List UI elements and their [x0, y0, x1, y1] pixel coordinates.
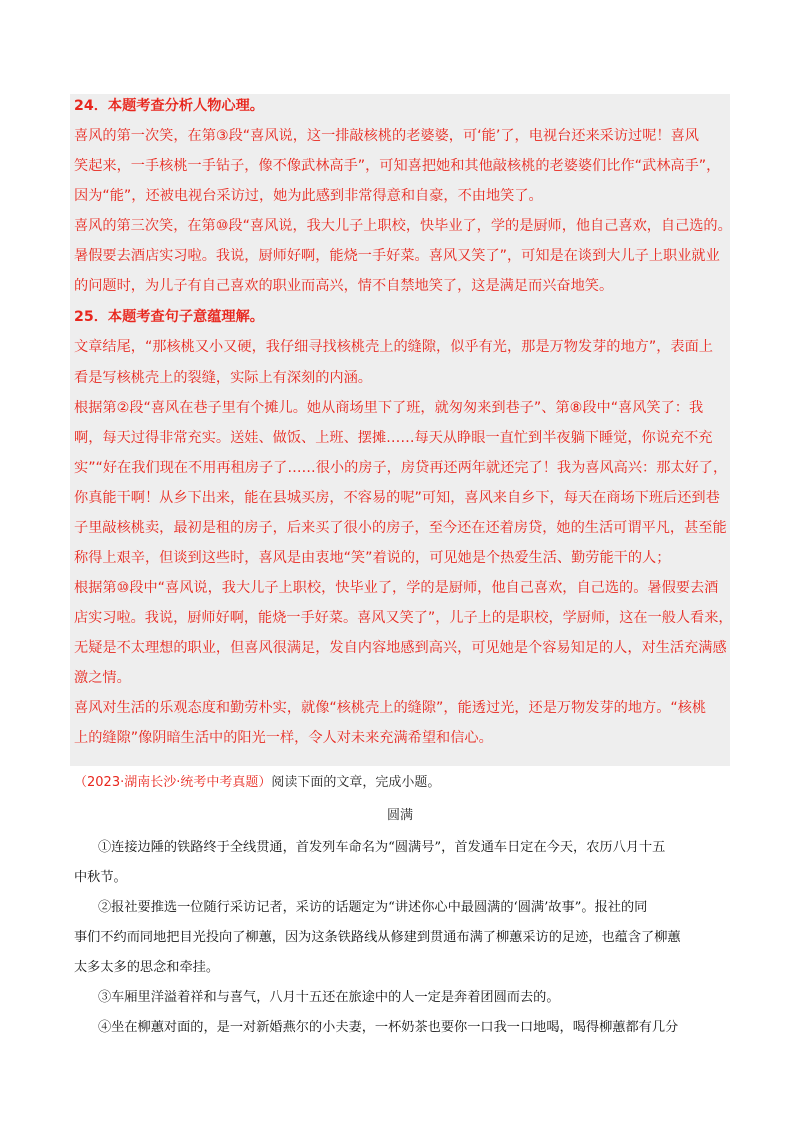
article-paragraph-line: 太多太多的思念和牵挂。 — [74, 960, 220, 975]
article-paragraph-line: ①连接边陲的铁路终于全线贯通，首发列车命名为“圆满号”，首发通车日定在今天，农历八月十五 — [98, 840, 666, 855]
answer-line: 喜风的第三次笑，在第⑩段“喜风说，我大儿子上职校，快毕业了，学的是厨师，他自己喜欢，自己选的。 — [74, 218, 732, 234]
source-tag: （2023·湖南长沙·统考中考真题） — [74, 775, 272, 790]
answer-line: 看是写核桃壳上的裂缝，实际上有深刻的内涵。 — [74, 370, 372, 386]
answer-line: 文章结尾，“那核桃又小又硬，我仔细寻找核桃壳上的缝隙，似乎有光，那是万物发芽的地方”，表面上 — [74, 339, 713, 355]
question-source — [74, 773, 440, 793]
article-paragraph-line: 事们不约而同地把目光投向了柳蕙，因为这条铁路线从修建到贯通布满了柳蕙采访的足迹，也蕴含了柳蕙 — [74, 930, 681, 945]
answer-line: 子里敲核桃卖，最初是租的房子，后来买了很小的房子，至今还在还着房贷，她的生活可谓平凡，甚至能 — [74, 520, 727, 536]
answer-line: 你真能干啊！从乡下出来，能在县城买房，不容易的呢”可知，喜风来自乡下，每天在商场下班后还到巷 — [74, 490, 720, 506]
answer-line: 根据第⑩段中“喜风说，我大儿子上职校，快毕业了，学的是厨师，他自己喜欢，自己选的。暑假要去酒 — [74, 580, 719, 596]
answer-line: 笑起来，一手核桃一手钻子，像不像武林高手”，可知喜把她和其他敲核桃的老婆婆们比作“武林高手”， — [74, 158, 721, 174]
answer-line: 激之情。 — [74, 670, 131, 686]
article-paragraph-line: ③车厢里洋溢着祥和与喜气，八月十五还在旅途中的人一定是奔着团圆而去的。 — [98, 990, 560, 1005]
answer-line: 啊，每天过得非常充实。送娃、做饭、上班、摆摊……每天从睁眼一直忙到半夜躺下睡觉，你说充不充 — [74, 430, 713, 446]
answer-line: 喜风的第一次笑，在第③段“喜风说，这一排敲核桃的老婆婆，可‘能’了，电视台还来采访过呢！喜风 — [74, 128, 699, 144]
answer-line: 的问题时，为儿子有自己喜欢的职业而高兴，情不自禁地笑了，这是满足而兴奋地笑。 — [74, 278, 614, 294]
article-paragraph-line: 中秋节。 — [74, 870, 127, 885]
article-paragraph-line: ②报社要推选一位随行采访记者，采访的话题定为“讲述你心中最圆满的‘圆满’故事”。报社的同 — [98, 900, 648, 915]
answer-line: 根据第②段“喜风在巷子里有个摊儿。她从商场里下了班，就匆匆来到巷子”、第⑧段中“喜风笑了：我 — [74, 400, 704, 416]
answer-line: 称得上艰辛，但谈到这些时，喜风是由衷地“笑”着说的，可见她是个热爱生活、勤劳能干的人； — [74, 550, 671, 566]
article-paragraph-line: ④坐在柳蕙对面的，是一对新婚燕尔的小夫妻，一杯奶茶也要你一口我一口地喝，喝得柳蕙都有几分 — [98, 1020, 679, 1035]
answer-heading-25: 25．本题考查句子意蕴理解。 — [74, 309, 264, 325]
article-title: 圆满 — [386, 808, 413, 823]
answer-line: 上的缝隙”像阴暗生活中的阳光一样，令人对未来充满希望和信心。 — [74, 730, 493, 746]
answer-line: 喜风对生活的乐观态度和勤劳朴实，就像“核桃壳上的缝隙”，能透过光，还是万物发芽的地方。“核桃 — [74, 700, 707, 716]
answer-line: 因为“能”，还被电视台采访过，她为此感到非常得意和自豪，不由地笑了。 — [74, 188, 543, 204]
answer-line: 实”“好在我们现在不用再租房子了……很小的房子，房贷再还两年就还完了！我为喜风高兴：那太好了， — [74, 460, 728, 476]
answer-line: 暑假要去酒店实习啦。我说，厨师好啊，能烧一手好菜。喜风又笑了”，可知是在谈到大儿子上职业就业 — [74, 248, 720, 264]
answer-line: 无疑是不太理想的职业，但喜风很满足，发自内容地感到高兴，可见她是个容易知足的人，对生活充满感 — [74, 640, 727, 656]
source-instruction: 阅读下面的文章，完成小题。 — [271, 775, 441, 790]
answer-heading-24: 24．本题考查分析人物心理。 — [74, 98, 264, 114]
answer-line: 店实习啦。我说，厨师好啊，能烧一手好菜。喜风又笑了”，儿子上的是职校，学厨师，这在一般人看来， — [74, 610, 733, 626]
